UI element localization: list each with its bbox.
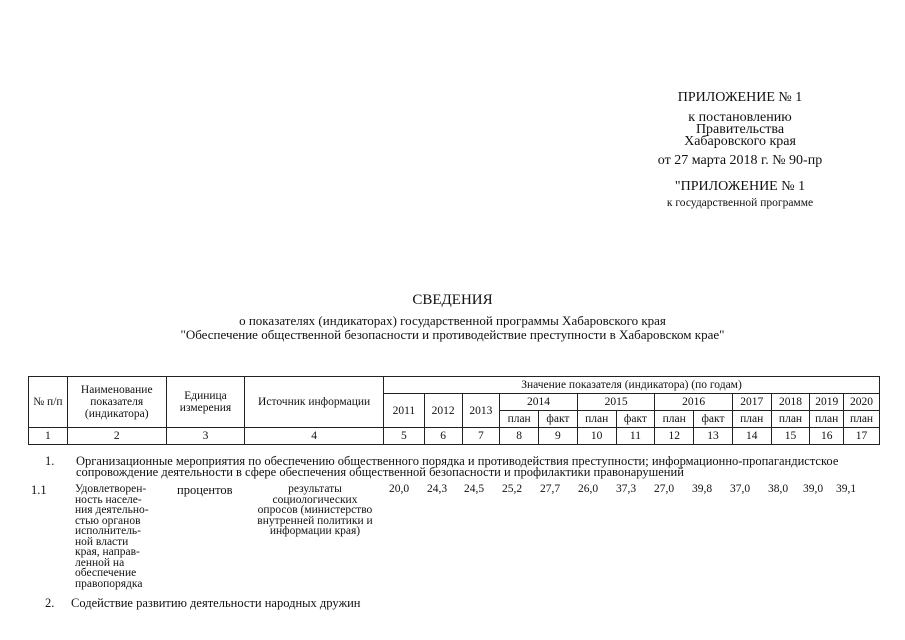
row-1-1-name-line: ленной на (75, 556, 125, 569)
row-1-1-name-line: обеспечение (75, 567, 137, 579)
year-2017: 2017 (732, 394, 771, 411)
row-1-1-value-2015-plan: 26,0 (577, 483, 599, 495)
row-1-1-name-line: Удовлетворен- (75, 483, 147, 495)
header-source: Источник информации (245, 377, 384, 428)
row-1-1-name-line: ния деятельно- (75, 504, 149, 516)
section-1-title-line1: Организационные мероприятия по обеспечению общественного порядка и противодействия преступности; информационно-пропагандистское (76, 454, 839, 468)
plan-2017: план (732, 411, 771, 428)
col-number-4: 4 (245, 428, 384, 445)
appendix-title: ПРИЛОЖЕНИЕ № 1 (677, 90, 803, 105)
col-number-11: 11 (616, 428, 655, 445)
row-1-1-number: 1.1 (31, 483, 47, 497)
row-1-1-value-2012: 24,3 (426, 483, 448, 495)
row-1-1-value-2014-plan: 25,2 (501, 483, 523, 495)
row-1-1-name-line: стью органов (75, 514, 141, 527)
year-2016: 2016 (655, 394, 733, 411)
year-2015: 2015 (577, 394, 655, 411)
col-number-2: 2 (67, 428, 166, 445)
plan-2016: план (655, 411, 694, 428)
row-1-1-name-line: исполнитель- (75, 525, 142, 537)
row-1-1-name-line: края, направ- (75, 546, 140, 558)
year-2013: 2013 (462, 394, 500, 428)
appendix-subtitle-2: к государственной программе (666, 197, 814, 209)
document-subtitle-2: "Обеспечение общественной безопасности и противодействие преступности в Хабаровском крае" (180, 327, 725, 342)
row-1-1-source-line: социологических (272, 493, 358, 506)
row-1-1-source-line: внутренней политики и (257, 514, 373, 527)
row-1-1-name-line: ной власти (75, 535, 129, 548)
row-1-1-source-line: информации края) (269, 525, 361, 537)
fact-2015: факт (616, 411, 655, 428)
section-1-number: 1. (45, 454, 55, 468)
fact-2016: факт (694, 411, 733, 428)
col-number-3: 3 (166, 428, 245, 445)
year-2012: 2012 (424, 394, 462, 428)
header-unit: Единица измерения (166, 377, 245, 428)
year-2018: 2018 (771, 394, 810, 411)
col-number-9: 9 (539, 428, 578, 445)
plan-2019: план (810, 411, 844, 428)
col-number-17: 17 (844, 428, 880, 445)
appendix-line3: Хабаровского края (684, 134, 796, 149)
appendix-line2: Правительства (695, 122, 785, 137)
row-1-1-source-line: результаты (288, 483, 342, 495)
col-number-7: 7 (462, 428, 500, 445)
row-1-1-source-line: опросов (министерство (257, 504, 373, 516)
year-2011: 2011 (384, 394, 425, 428)
row-1-1-value-2015-fact: 37,3 (615, 483, 637, 495)
col-number-8: 8 (500, 428, 539, 445)
header-name: Наименование показателя (индикатора) (67, 377, 166, 428)
row-1-1-value-2013: 24,5 (463, 483, 485, 495)
section-1-title-line2: сопровождение деятельности в сфере обеспечения общественной безопасности и профилактики правонарушений (76, 465, 684, 479)
year-2014: 2014 (500, 394, 578, 411)
row-1-1-name (75, 484, 170, 589)
appendix-line1: к постановлению (688, 110, 792, 125)
row-1-1-value-2016-plan: 27,0 (653, 483, 675, 495)
row-1-1-value-2011: 20,0 (388, 483, 410, 495)
plan-2015: план (577, 411, 616, 428)
indicators-table-header (28, 376, 880, 445)
row-1-1-value-2014-fact: 27,7 (539, 483, 561, 495)
year-2019: 2019 (810, 394, 844, 411)
document-subtitle-1: о показателях (индикаторах) государственной программы Хабаровского края (239, 313, 666, 328)
col-number-10: 10 (577, 428, 616, 445)
row-1-1-value-2016-fact: 39,8 (691, 483, 713, 495)
col-number-16: 16 (810, 428, 844, 445)
section-2-title: Содействие развитию деятельности народных дружин (71, 596, 361, 610)
plan-2014: план (500, 411, 539, 428)
section-2-number: 2. (45, 596, 55, 610)
plan-2018: план (771, 411, 810, 428)
appendix-date: от 27 марта 2018 г. № 90-пр (657, 153, 823, 168)
col-number-13: 13 (694, 428, 733, 445)
col-number-12: 12 (655, 428, 694, 445)
document-title: СВЕДЕНИЯ (412, 292, 493, 308)
row-1-1-source (240, 484, 390, 537)
row-1-1-value-2017: 37,0 (729, 483, 751, 495)
header-num: № п/п (29, 377, 68, 428)
appendix-title-2: "ПРИЛОЖЕНИЕ № 1 (674, 179, 806, 194)
year-2020: 2020 (844, 394, 880, 411)
row-1-1-unit: процентов (177, 483, 233, 497)
row-1-1-value-2019: 39,0 (802, 483, 824, 495)
row-1-1-value-2020: 39,1 (835, 483, 857, 495)
fact-2014: факт (539, 411, 578, 428)
col-number-5: 5 (384, 428, 425, 445)
col-number-14: 14 (732, 428, 771, 445)
row-1-1-name-line: ность населе- (75, 493, 142, 506)
col-number-6: 6 (424, 428, 462, 445)
col-number-15: 15 (771, 428, 810, 445)
col-number-1: 1 (29, 428, 68, 445)
header-values: Значение показателя (индикатора) (по годам) (384, 377, 880, 394)
plan-2020: план (844, 411, 880, 428)
row-1-1-value-2018: 38,0 (767, 483, 789, 495)
row-1-1-name-line: правопорядка (75, 577, 143, 590)
